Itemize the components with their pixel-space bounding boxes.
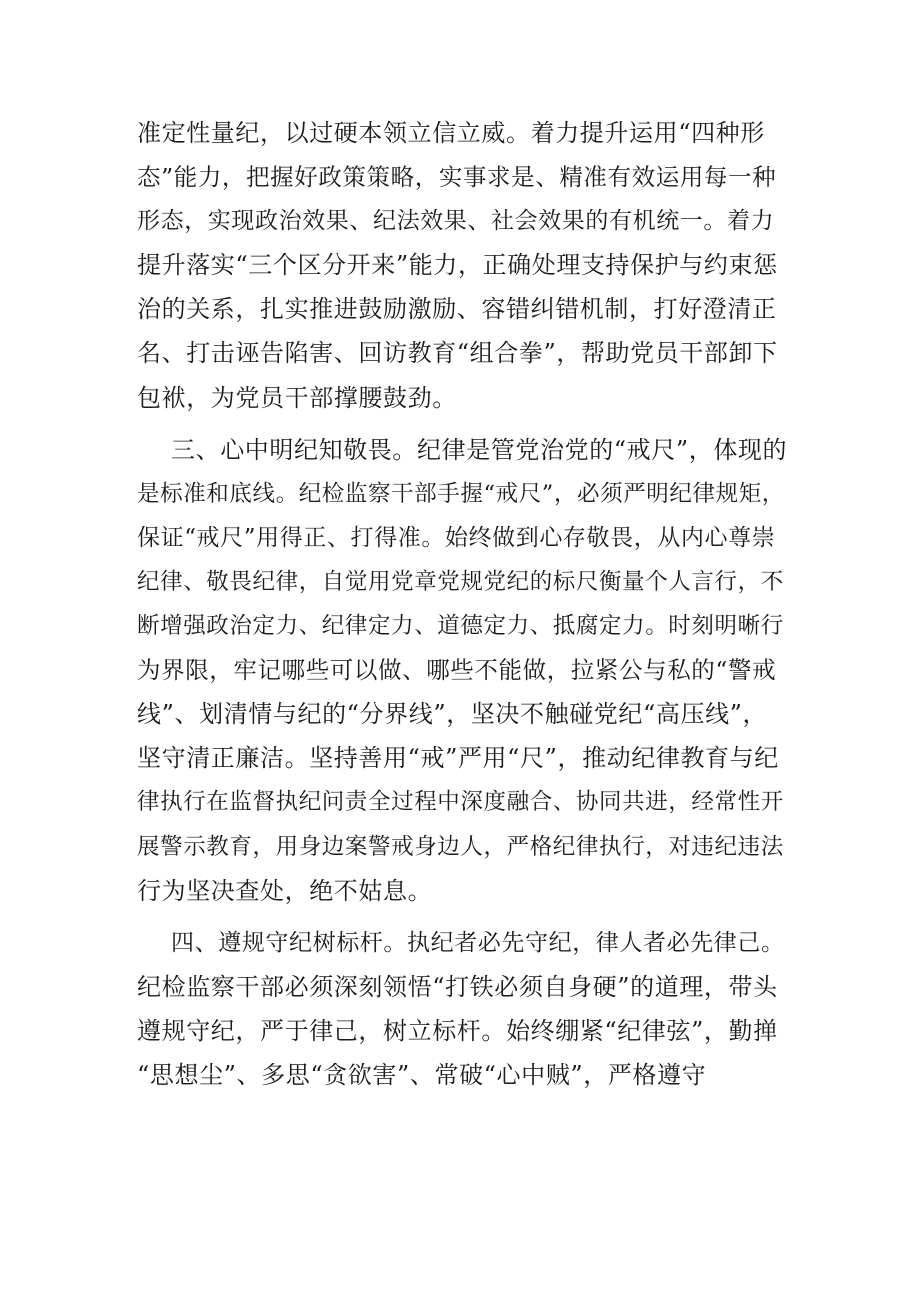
text-line: 行为坚决查处，绝不姑息。 [137, 876, 433, 905]
paragraph-3 [137, 921, 787, 1097]
text-line: 律执行在监督执纪问责全过程中深度融合、协同共进，经常性开 [137, 789, 784, 816]
paragraph-gap [137, 913, 787, 921]
text-line: 提升落实“三个区分开来”能力，正确处理支持保护与约束惩 [137, 251, 778, 280]
text-line: 包袱，为党员干部撑腰鼓劲。 [137, 383, 457, 412]
paragraph-1 [137, 111, 787, 420]
text-line: 保证“戒尺”用得正、打得准。始终做到心存敬畏，从内心尊崇 [137, 524, 776, 551]
text-line: 准定性量纪，以过硬本领立信立威。着力提升运用“四种形 [137, 119, 765, 147]
text-line: 为界限，牢记哪些可以做、哪些不能做，拉紧公与私的“警戒 [137, 656, 777, 685]
text-line: 断增强政治定力、纪律定力、道德定力、抵腐定力。时刻明晰行 [137, 613, 784, 640]
text-line: 四、遵规守纪树标杆。执纪者必先守纪，律人者必先律己。 [171, 929, 785, 956]
text-line: 纪检监察干部必须深刻领悟“打铁必须自身硬”的道理，带头 [137, 972, 778, 1001]
text-line: 名、打击诬告陷害、回访教育“组合拳”，帮助党员干部卸下 [137, 339, 778, 368]
document-body [137, 111, 787, 1097]
paragraph-2 [137, 428, 787, 913]
text-line: 是标准和底线。纪检监察干部手握“戒尺”，必须严明纪律规矩， [137, 480, 785, 507]
text-line: 展警示教育，用身边案警戒身边人，严格纪律执行，对违纪违法 [137, 833, 784, 860]
text-line: 三、心中明纪知敬畏。纪律是管党治党的“戒尺”，体现的 [171, 435, 788, 464]
text-line: “思想尘”、多思“贪欲害”、常破“心中贼”，严格遵守 [137, 1060, 707, 1089]
text-line: 态”能力，把握好政策策略，实事求是、精准有效运用每一种 [137, 163, 777, 192]
text-line: 纪律、敬畏纪律，自觉用党章党规党纪的标尺衡量个人言行，不 [137, 568, 784, 595]
text-line: 坚守清正廉洁。坚持善用“戒”严用“尺”，推动纪律教育与纪 [137, 744, 779, 773]
text-line: 线”、划清情与纪的“分界线”，坚决不触碰党纪“高压线”， [137, 700, 768, 729]
text-line: 治的关系，扎实推进鼓励激励、容错纠错机制，打好澄清正 [137, 295, 777, 324]
text-line: 形态，实现政治效果、纪法效果、社会效果的有机统一。着力 [137, 208, 775, 235]
text-line: 遵规守纪，严于律己，树立标杆。始终绷紧“纪律弦”，勤掸 [137, 1016, 778, 1045]
paragraph-gap [137, 420, 787, 428]
